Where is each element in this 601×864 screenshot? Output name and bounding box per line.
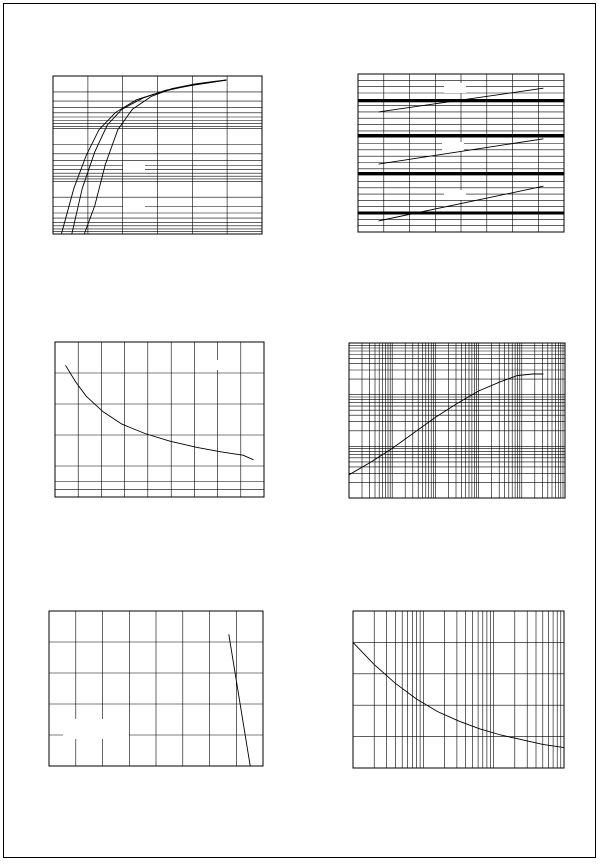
chart-1 xyxy=(53,76,262,234)
heavy-gridline-3 xyxy=(358,212,564,215)
label-box-0 xyxy=(207,360,239,370)
chart-6 xyxy=(353,611,564,768)
label-box-0 xyxy=(63,719,129,739)
label-box-1 xyxy=(123,182,145,190)
label-box-2 xyxy=(123,202,145,210)
series-line-1 xyxy=(349,374,543,475)
label-box-0 xyxy=(444,83,466,93)
label-box-1 xyxy=(442,142,464,152)
series-line-1 xyxy=(353,642,564,747)
series-line-1 xyxy=(229,634,250,766)
series-line-1 xyxy=(66,365,254,460)
chart-2 xyxy=(358,74,564,232)
chart-5 xyxy=(49,611,263,766)
heavy-gridline-1 xyxy=(358,134,564,137)
series-line-3 xyxy=(84,80,226,234)
chart-3 xyxy=(55,342,264,497)
plot-frame xyxy=(349,343,565,498)
chart-4 xyxy=(349,343,565,498)
series-line-2 xyxy=(72,80,227,234)
plot-frame xyxy=(353,611,564,768)
heavy-gridline-2 xyxy=(358,172,564,175)
label-box-2 xyxy=(444,190,466,200)
label-box-0 xyxy=(123,164,145,172)
series-line-1 xyxy=(61,80,226,234)
